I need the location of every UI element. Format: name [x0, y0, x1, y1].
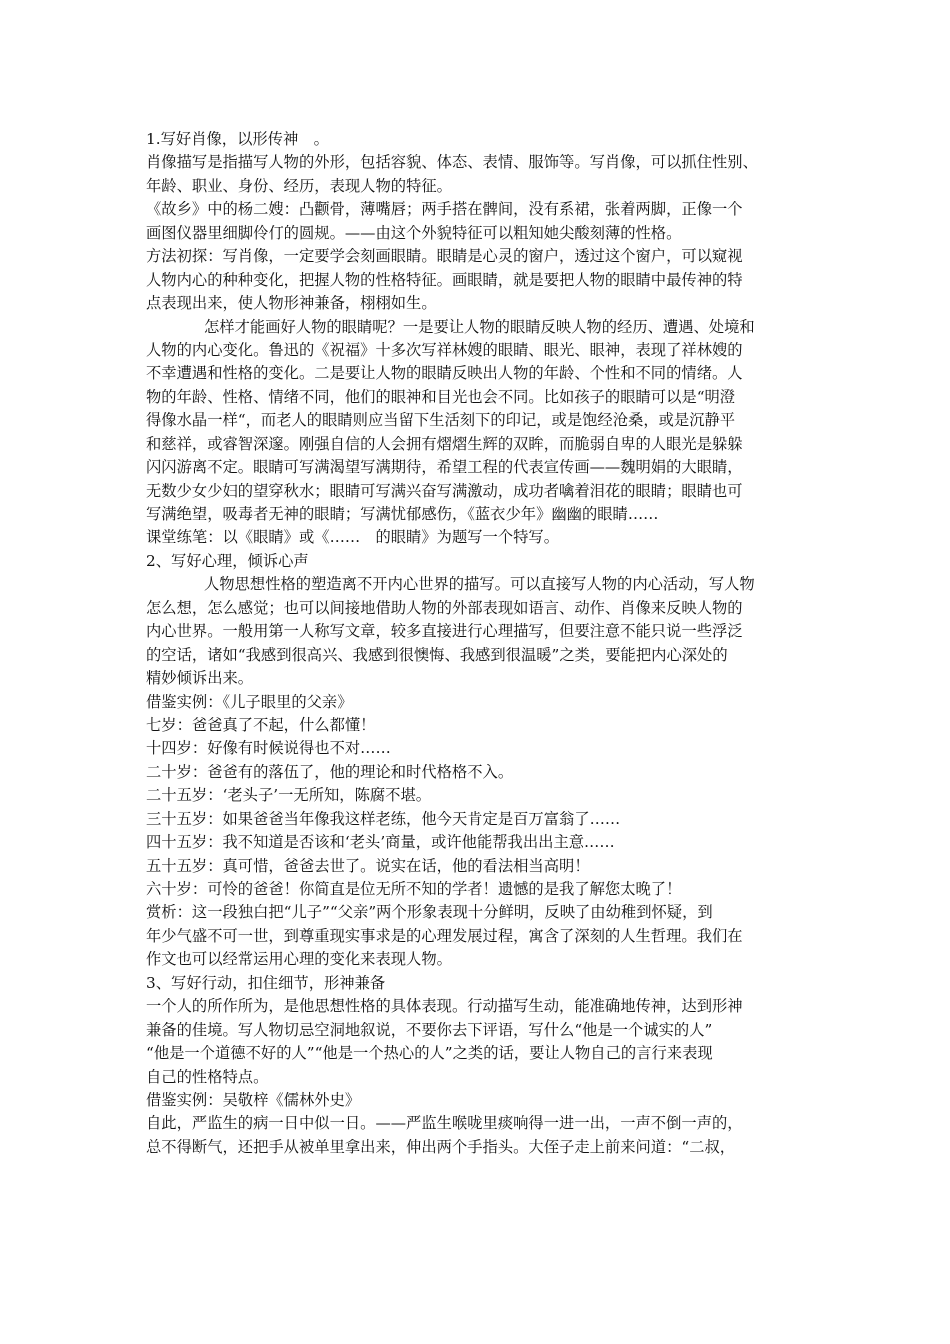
text-line: 借鉴实例：《儿子眼里的父亲》 [146, 692, 353, 711]
text-line: 四十五岁：我不知道是否该和‘老头’商量，或许他能帮我出出主意…… [146, 833, 615, 852]
text-line: 点表现出来，使人物形神兼备，栩栩如生。 [146, 294, 437, 313]
text-line: 怎么想，怎么感觉；也可以间接地借助人物的外部表现如语言、动作、肖像来反映人物的 [146, 598, 743, 617]
text-line: 物的年龄、性格、情绪不同，他们的眼神和目光也会不同。比如孩子的眼睛可以是“明澄 [146, 387, 736, 406]
text-line: 年少气盛不可一世，到尊重现实事求是的心理发展过程，寓含了深刻的人生哲理。我们在 [146, 926, 743, 945]
text-line: 方法初探：写肖像，一定要学会刻画眼睛。眼睛是心灵的窗户，透过这个窗户，可以窥视 [146, 247, 743, 266]
text-line: 五十五岁：真可惜，爸爸去世了。说实在话，他的看法相当高明！ [146, 856, 590, 875]
text-line: 写满绝望，吸毒者无神的眼睛；写满忧郁感伤，《蓝衣少年》幽幽的眼睛…… [146, 505, 659, 523]
text-line: 画图仪器里细脚伶仃的圆规。——由这个外貌特征可以粗知她尖酸刻薄的性格。 [146, 223, 682, 242]
text-line: 人物内心的种种变化，把握人物的性格特征。画眼睛，就是要把人物的眼睛中最传神的特 [146, 270, 743, 289]
text-line: 2、写好心理，倾诉心声 [146, 551, 309, 570]
text-line: 和慈祥，或睿智深邃。刚强自信的人会拥有熠熠生辉的双眸，而脆弱自卑的人眼光是躲躲 [146, 434, 743, 453]
text-line: 年龄、职业、身份、经历，表现人物的特征。 [146, 176, 452, 195]
text-line: 一个人的所作所为，是他思想性格的具体表现。行动描写生动，能准确地传神，达到形神 [146, 997, 743, 1016]
text-line: 不幸遭遇和性格的变化。二是要让人物的眼睛反映出人物的年龄、个性和不同的情绪。人 [146, 364, 743, 383]
text-line: 得像水晶一样“，而老人的眼睛则应当留下生活刻下的印记，或是饱经沧桑，或是沉静平 [146, 411, 736, 430]
text-line: 自己的性格特点。 [146, 1067, 269, 1086]
text-line: 二十五岁：‘老头子’一无所知，陈腐不堪。 [146, 786, 432, 805]
text-line: 精妙倾诉出来。 [146, 669, 254, 688]
text-line: 六十岁：可怜的爸爸！你简直是位无所不知的学者！遗憾的是我了解您太晚了！ [146, 880, 682, 898]
text-line: 无数少女少妇的望穿秋水；眼睛可写满兴奋写满激动，成功者噙着泪花的眼睛；眼睛也可 [146, 481, 743, 500]
text-line: 赏析：这一段独白把“儿子”“父亲”两个形象表现十分鲜明，反映了由幼稚到怀疑，到 [146, 903, 713, 922]
text-line: 3、写好行动，扣住细节，形神兼备 [146, 973, 386, 992]
text-line: 课堂练笔：以《眼睛》或《…… 的眼睛》为题写一个特写。 [146, 528, 560, 547]
text-line: 十四岁：好像有时候说得也不对…… [146, 739, 391, 758]
text-line: “他是一个道德不好的人”“他是一个热心的人”之类的话，要让人物自己的言行来表现 [146, 1044, 713, 1063]
text-line: 总不得断气，还把手从被单里拿出来，伸出两个手指头。大侄子走上前来问道：“二叔， [146, 1137, 736, 1156]
text-line: 兼备的佳境。写人物切忌空洞地叙说，不要你去下评语，写什么“他是一个诚实的人” [146, 1020, 713, 1039]
text-line: 的空话，诸如“我感到很高兴、我感到很懊悔、我感到很温暖”之类，要能把内心深处的 [146, 645, 728, 664]
text-line: 内心世界。一般用第一人称写文章，较多直接进行心理描写，但要注意不能只说一些浮泛 [146, 622, 743, 641]
text-line: 肖像描写是指描写人物的外形，包括容貌、体态、表情、服饰等。写肖像，可以抓住性别、 [146, 153, 758, 172]
text-line: 怎样才能画好人物的眼睛呢？一是要让人物的眼睛反映人物的经历、遭遇、处境和 [204, 317, 755, 336]
text-line: 《故乡》中的杨二嫂：凸颧骨，薄嘴唇；两手搭在髀间，没有系裙，张着两脚，正像一个 [146, 200, 743, 219]
text-line: 人物的内心变化。鲁迅的《祝福》十多次写祥林嫂的眼睛、眼光、眼神，表现了祥林嫂的 [146, 340, 743, 359]
text-line: 借鉴实例：吴敬梓《儒林外史》 [146, 1090, 361, 1109]
text-line: 三十五岁：如果爸爸当年像我这样老练，他今天肯定是百万富翁了…… [146, 809, 621, 828]
text-line: 人物思想性格的塑造离不开内心世界的描写。可以直接写人物的内心活动，写人物 [204, 575, 755, 594]
text-line: 二十岁：爸爸有的落伍了，他的理论和时代格格不入。 [146, 762, 514, 781]
text-line: 自此，严监生的病一日中似一日。——严监生喉咙里痰响得一进一出，一声不倒一声的， [146, 1114, 743, 1133]
text-line: 1.写好肖像，以形传神 。 [146, 130, 329, 148]
text-line: 七岁：爸爸真了不起，什么都懂！ [146, 715, 376, 734]
document-page [146, 128, 810, 1159]
text-line: 作文也可以经常运用心理的变化来表现人物。 [146, 950, 452, 969]
text-line: 闪闪游离不定。眼睛可写满渴望写满期待，希望工程的代表宣传画——魏明娟的大眼睛， [146, 458, 743, 477]
